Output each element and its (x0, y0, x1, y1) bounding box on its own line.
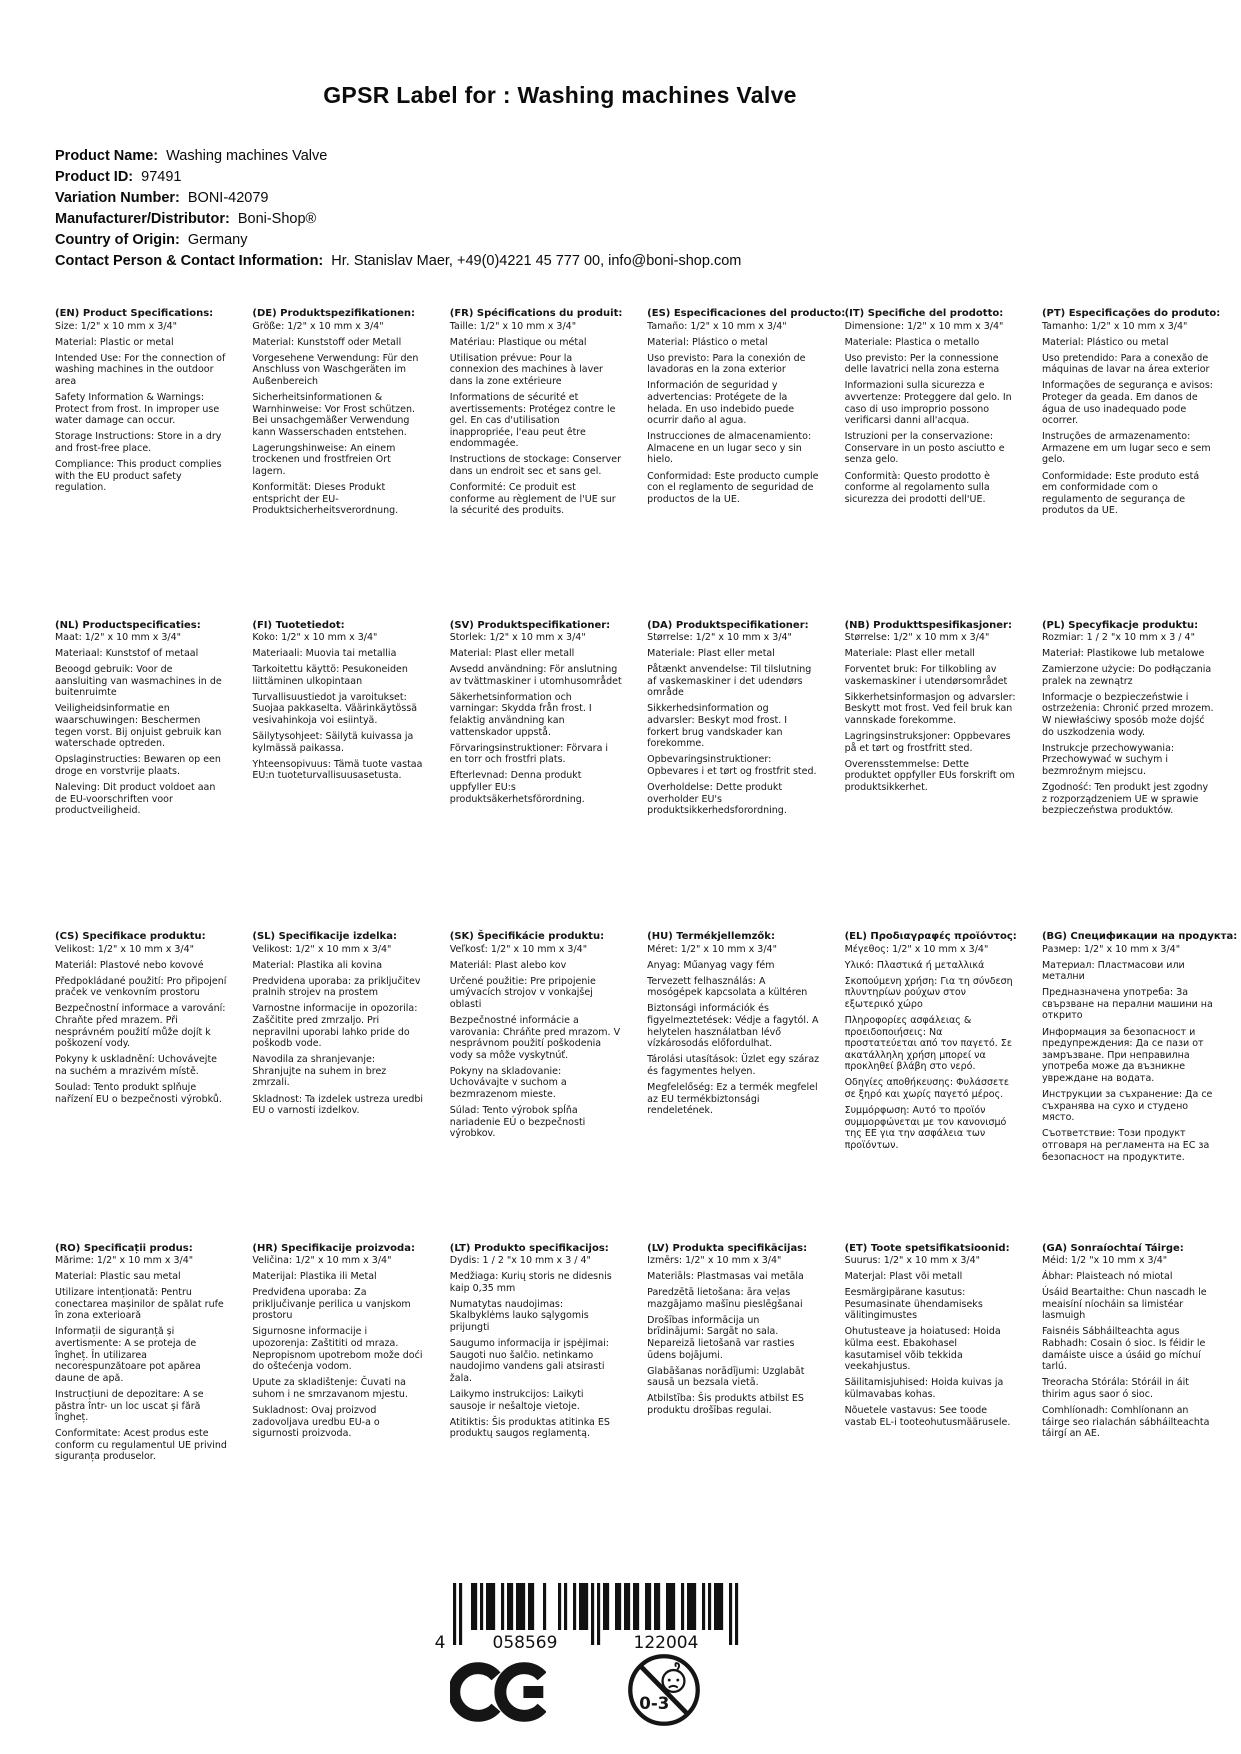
spec-paragraph: Materjal: Plast või metall (844, 1271, 963, 1283)
spec-paragraph: Bezpečnostní informace a varování: Chraňte před mrazem. Při nesprávném použití může dojít k poškození vody. (55, 1003, 226, 1050)
spec-paragraph: Biztonsági információk és figyelmeztetések: Védje a fagytól. A helytelen használatban lévő vízkárosodás előfordulhat. (647, 1003, 819, 1050)
spec-block (1041, 308, 1221, 620)
spec-block (1041, 931, 1238, 1243)
spec-paragraph: Informations de sécurité et avertissements: Protégez contre le gel. En cas d'utilisation inappropriée, l'eau peut être endommagée. (449, 391, 616, 450)
spec-paragraph: Materiale: Plastica o metallo (844, 336, 980, 348)
spec-heading: (GA) Sonraíochtaí Táirge: (1041, 1242, 1184, 1254)
spec-block (252, 308, 424, 620)
spec-paragraph: Méret: 1/2" x 10 mm x 3/4" (647, 943, 777, 955)
spec-paragraph: Conformitate: Acest produs este conform cu regulamentul UE privind siguranța produselor. (55, 1428, 227, 1463)
spec-block (1042, 1243, 1214, 1555)
spec-paragraph: Glabāšanas norādījumi: Uzglabāt sausā un bezsala vietā. (647, 1365, 805, 1389)
product-info-value: 97491 (141, 169, 182, 185)
spec-paragraph: Opbevaringsinstruktioner: Opbevares i et tørt og frostfrit sted. (647, 754, 817, 777)
spec-paragraph: Sicherheitsinformationen & Warnhinweise: Vor Frost schützen. Bei unsachgemäßer Verwendung kann Wasserschaden entstehen. (252, 391, 415, 438)
spec-paragraph: Material: Plastika ali kovina (252, 959, 383, 971)
spec-paragraph: Upute za skladištenje: Čuvati na suhom i ne smrzavanom mjestu. (252, 1377, 408, 1400)
spec-paragraph: Μέγεθος: 1/2" x 10 mm x 3/4" (844, 943, 989, 955)
spec-paragraph: Zgodność: Ten produkt jest zgodny z rozporządzeniem UE w sprawie bezpieczeństwa produktów. (1041, 782, 1209, 817)
spec-paragraph: Предназначена употреба: За свързване на перални машини на открито (1041, 987, 1213, 1022)
spec-block (1042, 620, 1214, 932)
spec-block (647, 620, 819, 932)
spec-paragraph: Sikkerhetsinformasjon og advarsler: Beskytt mot frost. Ved feil bruk kan vannskade forekomme. (844, 691, 1016, 727)
spec-paragraph: Ohutusteave ja hoiatused: Hoida külma eest. Ebakohasel kasutamisel võib tekkida veekahjustus. (844, 1326, 1001, 1373)
spec-paragraph: Pokyny na skladovanie: Uchovávajte v suchom a bezmrazenom mieste. (449, 1065, 567, 1101)
spec-heading: (BG) Спецификации на продукта: (1041, 931, 1238, 942)
spec-paragraph: Påtænkt anvendelse: Til tilslutning af vaskemaskiner i det udendørs område (647, 664, 812, 699)
spec-heading: (IT) Specifiche del prodotto: (844, 308, 1004, 319)
spec-paragraph: Veličina: 1/2" x 10 mm x 3/4" (252, 1255, 392, 1266)
spec-paragraph: Informacje o bezpieczeństwie i ostrzeżenia: Chronić przed mrozem. W niewłaściwy sposób może dojść do uszkodzenia wody. (1041, 691, 1214, 738)
spec-paragraph: Veiligheidsinformatie en waarschuwingen: Beschermen tegen vorst. Bij onjuist gebruik kan waterschade optreden. (55, 703, 222, 750)
spec-paragraph: Matériau: Plastique ou métal (449, 336, 587, 348)
spec-paragraph: Efterlevnad: Denna produkt uppfyller EU:s produktsäkerhetsförordning. (449, 770, 585, 805)
spec-block (845, 308, 1017, 620)
spec-paragraph: Anyag: Műanyag vagy fém (647, 959, 775, 971)
spec-heading: (NL) Productspecificaties: (55, 619, 201, 631)
product-info-row (55, 146, 741, 167)
spec-paragraphs (450, 632, 622, 805)
product-info-label: Contact Person & Contact Information: (55, 253, 324, 269)
product-info-value: BONI-42079 (187, 190, 269, 206)
spec-block (845, 1243, 1017, 1555)
ce-mark-icon (450, 1661, 546, 1723)
spec-heading: (HU) Termékjellemzők: (647, 931, 775, 942)
spec-paragraph: Materiāls: Plastmasas vai metāla (647, 1271, 804, 1283)
spec-paragraph: Opslaginstructies: Bewaren op een droge en vorstvrije plaats. (55, 754, 221, 777)
spec-paragraph: Størrelse: 1/2" x 10 mm x 3/4" (844, 632, 990, 643)
spec-heading: (RO) Specificații produs: (55, 1242, 193, 1254)
spec-paragraph: Faisnéis Sábháilteachta agus Rabhadh: Cosain ó sioc. Is féidir le damáiste uisce a úsáid go míchuí tarlú. (1041, 1326, 1206, 1373)
spec-paragraph: Materiał: Plastikowe lub metalowe (1041, 648, 1205, 660)
spec-paragraph: Conformidad: Este producto cumple con el reglamento de seguridad de productos de la UE. (647, 470, 819, 505)
spec-paragraph: Atitiktis: Šis produktas atitinka ES produktų saugos reglamentą. (449, 1416, 610, 1440)
spec-paragraphs (845, 632, 1017, 794)
spec-paragraphs (252, 321, 424, 517)
spec-paragraphs (252, 944, 424, 1117)
spec-paragraph: Pokyny k uskladnění: Uchovávejte na suchém a mrazivém místě. (55, 1054, 218, 1077)
spec-paragraph: Safety Information & Warnings: Protect from frost. In improper use water damage can occur. (55, 391, 220, 427)
spec-paragraph: Materiaali: Muovia tai metallia (252, 648, 397, 660)
spec-paragraphs (647, 1255, 819, 1417)
spec-paragraph: Soulad: Tento produkt splňuje nařízení EU o bezpečnosti výrobků. (55, 1081, 222, 1105)
barcode (430, 1583, 761, 1657)
spec-paragraph: Skladnost: Ta izdelek ustreza uredbi EU o varnosti izdelkov. (252, 1093, 424, 1117)
spec-block (845, 620, 1017, 932)
spec-paragraph: Uso previsto: Per la connessione delle lavatrici nella zona esterna (844, 352, 1000, 376)
spec-paragraph: Paredzētā lietošana: āra veļas mazgājamo mašīnu pieslēgšanai (647, 1287, 803, 1310)
spec-paragraph: Yhteensopivuus: Tämä tuote vastaa EU:n tuoteturvallisuusasetusta. (252, 758, 423, 782)
spec-heading: (PL) Specyfikacje produktu: (1041, 619, 1199, 631)
product-info-row (55, 167, 741, 188)
spec-paragraph: Numatytas naudojimas: Skalbyklėms lauko sąlygomis prijungti (449, 1298, 589, 1333)
spec-paragraph: Съответствие: Този продукт отговаря на регламента на ЕС за безопасност на продуктите. (1041, 1128, 1210, 1163)
spec-paragraphs (55, 944, 227, 1106)
spec-paragraphs (55, 1255, 227, 1463)
spec-paragraph: Predvidena uporaba: za priključitev pralnih strojev na prostem (252, 975, 421, 999)
spec-heading: (NB) Produkttspesifikasjoner: (844, 619, 1012, 631)
spec-paragraphs (1042, 632, 1214, 817)
product-info-value: Washing machines Valve (166, 148, 328, 164)
spec-paragraph: Medžiaga: Kurių storis ne didesnis kaip 0,35 mm (449, 1271, 612, 1294)
spec-paragraph: Säkerhetsinformation och varningar: Skydda från frost. I felaktig användning kan vattenskador uppstå. (449, 691, 592, 738)
spec-paragraph: Sukladnost: Ovaj proizvod zadovoljava uredbu EU-a o sigurnosti proizvoda. (252, 1405, 380, 1440)
spec-paragraph: Rozmiar: 1 / 2 "x 10 mm x 3 / 4" (1041, 632, 1195, 643)
spec-paragraph: Overholdelse: Dette produkt overholder EU's produktsikkerhedsforordning. (647, 782, 787, 817)
spec-paragraph: Σκοπούμενη χρήση: Για τη σύνδεση πλυντηρίων ρούχων στον εξωτερικό χώρο (844, 975, 1013, 1010)
baby-face-icon (663, 1663, 685, 1692)
age-warning-icon (626, 1651, 702, 1729)
spec-paragraph: Υλικό: Πλαστικά ή μεταλλικά (844, 959, 985, 971)
spec-paragraph: Naleving: Dit product voldoet aan de EU-voorschriften voor productveiligheid. (55, 782, 216, 817)
product-info-row (55, 251, 741, 272)
product-info-row (55, 209, 741, 230)
spec-paragraph: Material: Kunststoff oder Metall (252, 336, 402, 348)
spec-heading: (ES) Especificaciones del producto: (647, 308, 846, 319)
spec-paragraph: Tervezett felhasználás: A mosógépek kapcsolata a kültéren (647, 975, 808, 999)
spec-paragraph: Sigurnosne informacije i upozorenja: Zaštititi od mraza. Nepropisnom upotrebom može doći do oštećenja vodom. (252, 1326, 423, 1373)
spec-heading: (SL) Specifikacije izdelka: (252, 931, 397, 942)
spec-paragraph: Méid: 1/2 "x 10 mm x 3/4" (1041, 1255, 1168, 1266)
spec-paragraph: Συμμόρφωση: Αυτό το προϊόν συμμορφώνεται με τον κανονισμό της ΕΕ για την ασφάλεια των προϊόντων. (844, 1105, 1007, 1151)
product-info-value: Boni-Shop® (237, 211, 317, 227)
spec-paragraph: Instrucțiuni de depozitare: A se păstra într- un loc uscat și fără îngheț. (55, 1388, 204, 1424)
product-info-label: Manufacturer/Distributor: (55, 211, 230, 227)
spec-paragraph: Förvaringsinstruktioner: Förvara i en torr och frostfri plats. (449, 742, 609, 766)
spec-paragraph: Taille: 1/2" x 10 mm x 3/4" (449, 320, 577, 332)
barcode-svg (430, 1583, 761, 1653)
spec-paragraph: Materijal: Plastika ili Metal (252, 1271, 377, 1283)
spec-paragraph: Conformidade: Este produto está em conformidade com o regulamento de segurança de produtos da UE. (1041, 470, 1200, 517)
spec-paragraph: Πληροφορίες ασφάλειας & προειδοποιήσεις: Να προστατεύεται από τον παγετό. Σε ακατάλληλη χρήση μπορεί να προκληθεί βλάβη στο νερό. (844, 1014, 1012, 1073)
spec-paragraph: Forventet bruk: For tilkobling av vaskemaskiner i utendørsområdet (844, 664, 1008, 687)
spec-paragraph: Veľkosť: 1/2" x 10 mm x 3/4" (449, 943, 588, 955)
spec-paragraph: Zamierzone użycie: Do podłączania pralek na zewnątrz (1041, 664, 1212, 687)
spec-paragraph: Velikost: 1/2" x 10 mm x 3/4" (252, 943, 392, 955)
spec-paragraph: Lagringsinstruksjoner: Oppbevares på et tørt og frostfritt sted. (844, 731, 1011, 754)
spec-block (845, 931, 1017, 1243)
spec-paragraph: Οδηγίες αποθήκευσης: Φυλάσσετε σε ξηρό και χωρίς παγετό μέρος. (844, 1077, 1010, 1101)
spec-heading: (LT) Produkto specifikacijos: (449, 1242, 609, 1254)
spec-paragraph: Varnostne informacije in opozorila: Zaščitite pred zmrzaljo. Pri nepravilni uporabi lahko pride do poškodb vode. (252, 1003, 418, 1050)
spec-block (450, 1243, 622, 1555)
spec-heading: (FI) Tuotetiedot: (252, 619, 345, 631)
spec-paragraph: Tarkoitettu käyttö: Pesukoneiden liittäminen ulkopintaan (252, 664, 408, 687)
spec-paragraph: Uso previsto: Para la conexión de lavadoras en la zona exterior (647, 352, 806, 376)
spec-heading: (SK) Špecifikácie produktu: (449, 931, 605, 942)
spec-paragraph: Instruções de armazenamento: Armazene em um lugar seco e sem gelo. (1041, 431, 1211, 466)
spec-paragraph: Laikymo instrukcijos: Laikyti sausoje ir nešaltoje vietoje. (449, 1388, 584, 1412)
spec-heading: (EL) Προδιαγραφές προϊόντος: (844, 931, 1017, 942)
spec-paragraph: Předpokládané použití: Pro připojení praček ve venkovním prostoru (55, 975, 227, 999)
spec-block (647, 1243, 819, 1555)
spec-paragraph: Storlek: 1/2" x 10 mm x 3/4" (449, 632, 586, 643)
spec-paragraphs (450, 321, 622, 517)
spec-paragraph: Materiaal: Kunststof of metaal (55, 648, 199, 660)
spec-paragraph: Größe: 1/2" x 10 mm x 3/4" (252, 320, 384, 332)
spec-paragraphs (450, 944, 622, 1140)
spec-paragraph: Compliance: This product complies with the EU product safety regulation. (55, 458, 222, 494)
product-info-label: Product Name: (55, 148, 159, 164)
spec-heading: (HR) Specifikacije proizvoda: (252, 1242, 415, 1254)
spec-block (450, 620, 622, 932)
spec-paragraphs (1042, 944, 1214, 1164)
spec-paragraph: Tamaño: 1/2" x 10 mm x 3/4" (647, 320, 787, 332)
spec-paragraph: Lagerungshinweise: An einem trockenen und frostfreien Ort lagern. (252, 442, 396, 478)
ce-letter-c (454, 1668, 496, 1716)
product-info-value: Germany (187, 232, 248, 248)
spec-block (55, 620, 227, 932)
spec-paragraph: Ábhar: Plaisteach nó miotal (1041, 1271, 1173, 1283)
spec-paragraph: Material: Plastic or metal (55, 336, 174, 348)
spec-heading: (DE) Produktspezifikationen: (252, 308, 416, 319)
barcode-digits-left: 058569 (492, 1633, 558, 1653)
spec-paragraph: Utilizare intenționată: Pentru conectarea mașinilor de spălat rufe în zona exterioară (55, 1287, 224, 1322)
spec-paragraphs (55, 632, 227, 817)
spec-heading: (SV) Produktspecifikationer: (449, 619, 611, 631)
spec-paragraph: Turvallisuustiedot ja varoitukset: Suojaa pakkaselta. Väärinkäytössä vesivahinkoja voi esiintyä. (252, 691, 418, 727)
spec-paragraph: Conformité: Ce produit est conforme au règlement de l'UE sur la sécurité des produits. (449, 482, 616, 517)
spec-heading: (EN) Product Specifications: (55, 308, 214, 319)
spec-paragraph: Beoogd gebruik: Voor de aansluiting van wasmachines in de buitenruimte (55, 664, 222, 699)
spec-paragraph: Utilisation prévue: Pour la connexion des machines à laver dans la zone extérieure (449, 352, 603, 387)
spec-block (450, 308, 622, 620)
spec-paragraph: Nõuetele vastavus: See toode vastab EL-i tooteohutusmäärusele. (844, 1405, 1011, 1428)
spec-paragraphs (647, 632, 819, 817)
spec-paragraph: Atbilstība: Šis produkts atbilst ES produktu drošības regulai. (647, 1393, 804, 1417)
spec-paragraph: Dimensione: 1/2" x 10 mm x 3/4" (844, 320, 1004, 332)
product-info-row (55, 230, 741, 251)
spec-block (55, 1243, 227, 1555)
spec-heading: (ET) Toote spetsifikatsioonid: (844, 1242, 1010, 1254)
spec-paragraph: Určené použitie: Pre pripojenie umývacích strojov v vonkajšej oblasti (449, 975, 596, 1010)
spec-paragraph: Saugumo informacija ir įspėjimai: Saugoti nuo šalčio. netinkamo naudojimo vandens gali atsirasti žala. (449, 1338, 609, 1384)
spec-paragraph: Sikkerhedsinformation og advarsler: Beskyt mod frost. I forkert brug vandskader kan forekomme. (647, 703, 788, 750)
spec-paragraph: Instrukcje przechowywania: Przechowywać w suchym i bezmroźnym miejscu. (1041, 742, 1175, 777)
spec-paragraph: Overensstemmelse: Dette produktet oppfyller EUs forskrift om produktsikkerhet. (844, 758, 1015, 794)
spec-paragraph: Súlad: Tento výrobok spĺňa nariadenie EÚ o bezpečnosti výrobkov. (449, 1105, 586, 1140)
product-info-row (55, 188, 741, 209)
spec-paragraph: Инструкции за съхранение: Да се съхранява на сухо и студено място. (1041, 1089, 1213, 1124)
spec-heading: (LV) Produkta specifikācijas: (647, 1242, 808, 1254)
ce-mark (450, 1661, 546, 1727)
spec-paragraph: Materiale: Plast eller metal (647, 648, 775, 660)
spec-paragraph: Säilitamisjuhised: Hoida kuivas ja külmavabas kohas. (844, 1377, 1004, 1400)
spec-paragraph: Instructions de stockage: Conserver dans un endroit sec et sans gel. (449, 454, 621, 478)
spec-paragraphs (450, 1255, 622, 1440)
spec-paragraph: Uso pretendido: Para a conexão de máquinas de lavar na área exterior (1041, 352, 1210, 376)
spec-paragraph: Materiál: Plastové nebo kovové (55, 959, 204, 971)
spec-block (647, 931, 819, 1243)
product-info (55, 146, 741, 272)
spec-paragraph: Størrelse: 1/2" x 10 mm x 3/4" (647, 632, 792, 643)
spec-paragraph: Información de seguridad y advertencias: Protégete de la helada. En uso indebido puede ocurrir daño al agua. (647, 380, 795, 427)
spec-paragraph: Maat: 1/2" x 10 mm x 3/4" (55, 632, 182, 643)
spec-paragraph: Treoracha Stórála: Stóráil in áit thirim agus saor ó sioc. (1041, 1377, 1189, 1400)
spec-paragraph: Istruzioni per la conservazione: Conservare in un posto asciutto e senza gelo. (844, 431, 1005, 466)
spec-paragraph: Informații de siguranță și avertismente: A se proteja de îngheț. În utilizarea necorespunzătoare pot apărea daune de apă. (55, 1326, 201, 1384)
spec-paragraphs (647, 944, 819, 1117)
spec-paragraphs (1042, 1255, 1214, 1440)
spec-block (450, 931, 622, 1243)
spec-paragraph: Predviđena uporaba: Za priključivanje perilica u vanjskom prostoru (252, 1287, 411, 1322)
spec-paragraphs (1042, 321, 1214, 517)
spec-paragraph: Tamanho: 1/2" x 10 mm x 3/4" (1041, 320, 1188, 332)
spec-paragraph: Materiale: Plast eller metall (844, 648, 975, 660)
spec-heading: (PT) Especificações do produto: (1041, 308, 1221, 319)
spec-paragraph: Material: Plast eller metall (449, 648, 575, 660)
spec-paragraph: Размер: 1/2" x 10 mm x 3/4" (1041, 943, 1181, 955)
barcode-digits-right: 122004 (633, 1633, 699, 1653)
spec-block (55, 931, 227, 1243)
barcode-digit-first: 4 (434, 1633, 446, 1653)
spec-block (647, 308, 846, 620)
spec-grid (55, 308, 1239, 1554)
spec-paragraph: Intended Use: For the connection of washing machines in the outdoor area (55, 352, 226, 387)
spec-block (252, 1243, 424, 1555)
spec-paragraph: Dydis: 1 / 2 "x 10 mm x 3 / 4" (449, 1255, 591, 1266)
spec-paragraph: Storage Instructions: Store in a dry and frost-free place. (55, 431, 222, 454)
spec-paragraph: Eesmärgipärane kasutus: Pesumasinate ühendamiseks välitingimustes (844, 1287, 983, 1322)
spec-block (55, 308, 227, 620)
spec-paragraph: Úsáid Beartaithe: Chun nascadh le meaisíní níocháin sa limistéar lasmuigh (1041, 1287, 1207, 1322)
spec-paragraph: Информация за безопасност и предупреждения: Да се пази от замръзване. При неправилна употреба може да възникне увреждане на водата. (1041, 1026, 1204, 1084)
spec-paragraphs (845, 944, 1017, 1152)
spec-paragraph: Navodila za shranjevanje: Shranjujte na suhem in brez zmrzali. (252, 1054, 387, 1089)
page-title: GPSR Label for : Washing machines Valve (323, 82, 797, 108)
spec-paragraph: Mărime: 1/2" x 10 mm x 3/4" (55, 1255, 194, 1266)
spec-paragraph: Tárolási utasítások: Üzlet egy száraz és fagymentes helyen. (647, 1054, 820, 1077)
spec-paragraph: Материал: Пластмасови или метални (1041, 959, 1185, 983)
spec-paragraph: Drošības informācija un brīdinājumi: Sargāt no sala. Nepareizā lietošanā var rasties ūdens bojājumi. (647, 1314, 795, 1361)
spec-paragraphs (647, 321, 819, 506)
spec-paragraph: Vorgesehene Verwendung: Für den Anschluss von Waschgeräten im Außenbereich (252, 352, 419, 387)
age-warning-label: 0-3 (639, 1694, 670, 1713)
spec-paragraphs (55, 321, 227, 494)
spec-paragraph: Velikost: 1/2" x 10 mm x 3/4" (55, 943, 195, 955)
spec-paragraph: Bezpečnostné informácie a varovania: Chráňte pred mrazom. V nesprávnom použití poškodenia vody sa môže vyskytnúť. (449, 1014, 621, 1061)
product-info-label: Country of Origin: (55, 232, 180, 248)
spec-paragraph: Izmērs: 1/2" x 10 mm x 3/4" (647, 1255, 782, 1266)
spec-paragraphs (845, 1255, 1017, 1428)
spec-paragraph: Koko: 1/2" x 10 mm x 3/4" (252, 632, 378, 643)
spec-paragraph: Avsedd användning: För anslutning av tvättmaskiner i utomhusområdet (449, 664, 622, 687)
spec-heading: (DA) Produktspecifikationer: (647, 619, 809, 631)
spec-paragraphs (252, 632, 424, 782)
spec-block (252, 931, 424, 1243)
spec-paragraph: Informazioni sulla sicurezza e avvertenze: Proteggere dal gelo. In caso di uso improprio possono verificarsi danni all'acqua. (844, 380, 1012, 427)
spec-paragraph: Informações de segurança e avisos: Proteger da geada. Em danos de água de uso inadequado pode ocorrer. (1041, 380, 1214, 427)
product-info-value: Hr. Stanislav Maer, +49(0)4221 45 777 00, info@boni-shop.com (331, 253, 742, 269)
spec-paragraph: Comhlíonadh: Comhlíonann an táirge seo rialachán sábháilteachta táirgí an AE. (1041, 1405, 1210, 1440)
spec-paragraph: Säilytysohjeet: Säilytä kuivassa ja kylmässä paikassa. (252, 731, 414, 754)
age-warning-0-3 (626, 1651, 702, 1733)
product-info-label: Variation Number: (55, 190, 180, 206)
spec-paragraph: Konformität: Dieses Produkt entspricht der EU-Produktsicherheitsverordnung. (252, 482, 399, 517)
spec-paragraphs (252, 1255, 424, 1440)
spec-paragraph: Conformità: Questo prodotto è conforme al regolamento sulla sicurezza dei prodotti dell'UE. (844, 470, 990, 505)
spec-paragraph: Instrucciones de almacenamiento: Almacene en un lugar seco y sin hielo. (647, 431, 812, 466)
product-info-label: Product ID: (55, 169, 134, 185)
spec-paragraph: Material: Plástico o metal (647, 336, 768, 348)
spec-paragraphs (845, 321, 1017, 506)
spec-paragraph: Size: 1/2" x 10 mm x 3/4" (55, 320, 177, 332)
spec-block (252, 620, 424, 932)
spec-paragraph: Material: Plastic sau metal (55, 1271, 181, 1283)
spec-paragraph: Materiál: Plast alebo kov (449, 959, 567, 971)
spec-paragraph: Suurus: 1/2" x 10 mm x 3/4" (844, 1255, 980, 1266)
spec-paragraph: Megfelelőség: Ez a termék megfelel az EU termékbiztonsági rendeletének. (647, 1081, 818, 1117)
spec-paragraph: Material: Plástico ou metal (1041, 336, 1169, 348)
spec-heading: (CS) Specifikace produktu: (55, 931, 206, 942)
spec-heading: (FR) Spécifications du produit: (449, 308, 623, 319)
